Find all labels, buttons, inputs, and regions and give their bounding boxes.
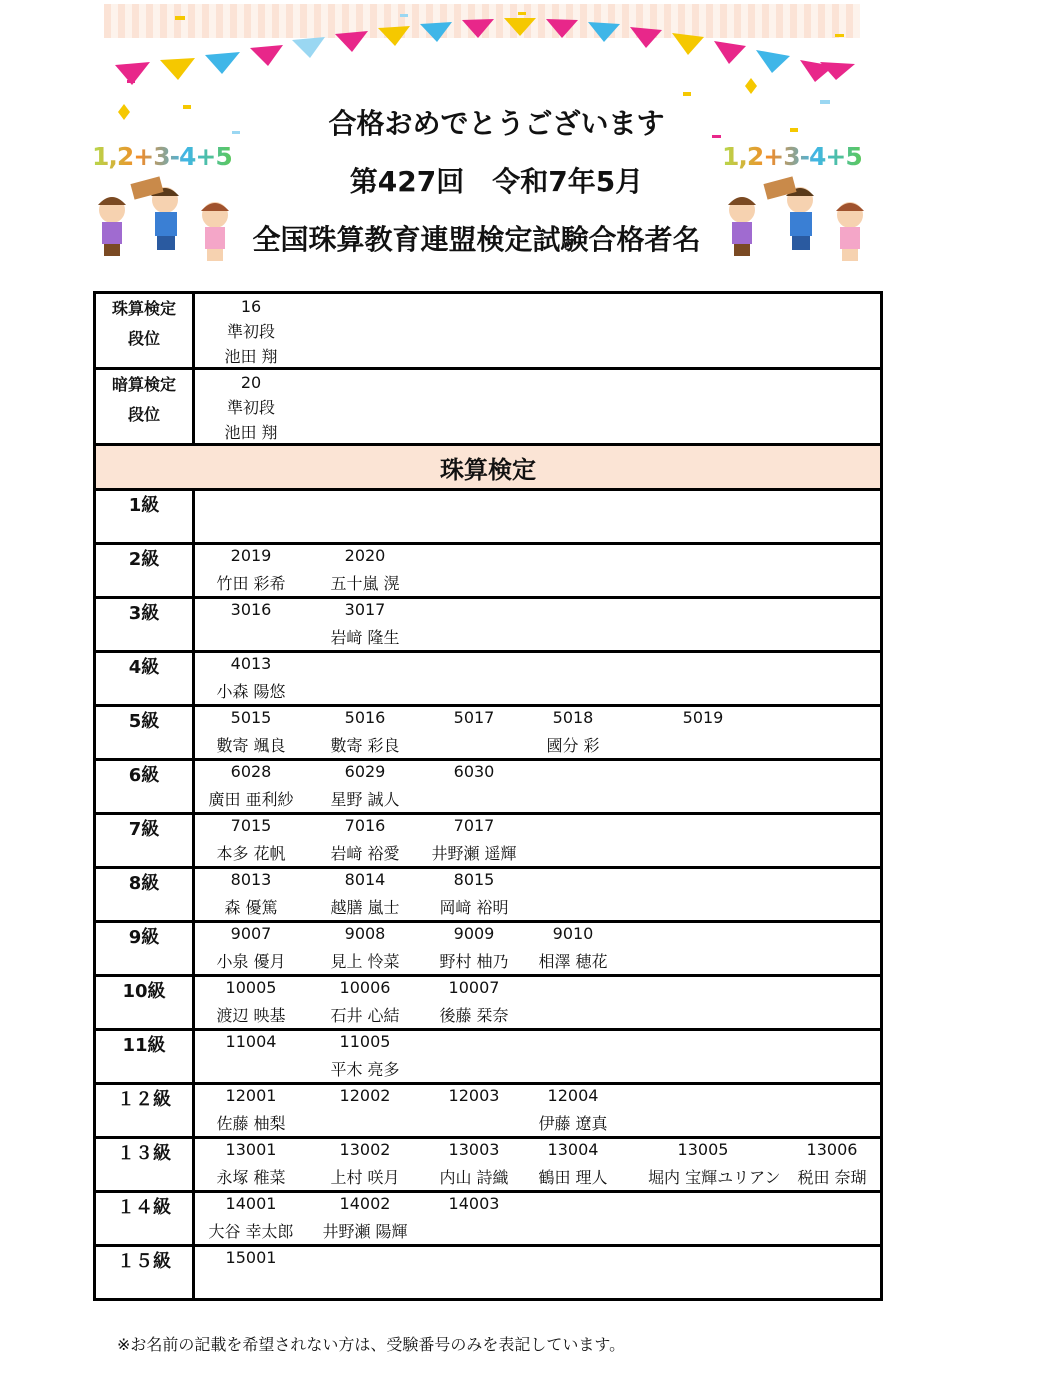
exam-number: 10005 — [225, 978, 277, 997]
passer-entry — [196, 707, 306, 759]
passer-entry — [196, 869, 306, 921]
passer-entry — [419, 815, 529, 867]
passer-name — [419, 733, 529, 759]
section-title: 珠算検定 — [95, 445, 882, 490]
passer-name: 後藤 栞奈 — [439, 1006, 509, 1025]
passer-entry — [648, 707, 758, 759]
passer-name: 井野瀬 遥輝 — [431, 844, 517, 863]
exam-number: 14002 — [339, 1194, 391, 1213]
grade-label: １５級 — [95, 1246, 194, 1300]
passer-entry — [310, 1031, 420, 1083]
exam-number: 3016 — [230, 600, 272, 619]
passer-name: 野村 柚乃 — [439, 952, 509, 971]
exam-number: 2020 — [344, 546, 386, 565]
exam-number: 13004 — [547, 1140, 599, 1159]
passer-entry — [419, 923, 529, 975]
math-numbers-right: 1,2+3-4+5 — [722, 142, 862, 171]
grade-cell — [194, 652, 882, 706]
grade-row — [95, 598, 882, 652]
passer-name — [196, 625, 306, 651]
dan-row-mental — [95, 369, 882, 445]
passer-name: 大谷 幸太郎 — [208, 1222, 294, 1241]
exam-number: 8015 — [453, 870, 495, 889]
grade-row — [95, 922, 882, 976]
passer-entry — [310, 869, 420, 921]
passer-name: 國分 彩 — [546, 736, 600, 755]
grade-cell — [194, 760, 882, 814]
exam-number: 7017 — [453, 816, 495, 835]
exam-number: 13005 — [677, 1140, 729, 1159]
passer-name: 平木 亮多 — [330, 1060, 400, 1079]
exam-number: 13002 — [339, 1140, 391, 1159]
passer-entry — [419, 1139, 529, 1191]
passer-name — [419, 1219, 529, 1245]
exam-number: 10006 — [339, 978, 391, 997]
passer-entry — [196, 599, 306, 651]
footnote: ※お名前の記載を希望されない方は、受験番号のみを表記しています。 — [117, 1335, 626, 1354]
grade-row — [95, 544, 882, 598]
passer-entry — [310, 1085, 420, 1137]
exam-number: 2019 — [230, 546, 272, 565]
grade-cell — [194, 1192, 882, 1246]
exam-number: 11004 — [225, 1032, 277, 1051]
passer-entry — [648, 1139, 781, 1191]
grade-label: １３級 — [95, 1138, 194, 1192]
grade-row — [95, 1246, 882, 1300]
exam-number: 5017 — [453, 708, 495, 727]
exam-number: 15001 — [225, 1248, 277, 1267]
dan-entry — [221, 370, 281, 445]
exam-number: 4013 — [230, 654, 272, 673]
grade-label: 4級 — [95, 652, 194, 706]
grade-cell — [194, 598, 882, 652]
exam-number: 13003 — [448, 1140, 500, 1159]
grade-label: １４級 — [95, 1192, 194, 1246]
passer-name: 内山 詩織 — [439, 1168, 509, 1187]
passer-entry — [419, 761, 529, 813]
grade-cell — [194, 1084, 882, 1138]
grade-label: 2級 — [95, 544, 194, 598]
exam-number: 8013 — [230, 870, 272, 889]
passer-name — [196, 1057, 306, 1083]
dan-label-line2: 段位 — [127, 405, 160, 424]
passer-name: 石井 心結 — [330, 1006, 400, 1025]
grade-label: 10級 — [95, 976, 194, 1030]
passer-entry — [196, 1085, 306, 1137]
passer-name: 廣田 亜利紗 — [208, 790, 294, 809]
passer-entry — [310, 1139, 420, 1191]
dan-label-line2: 段位 — [127, 329, 160, 348]
exam-number: 9009 — [453, 924, 495, 943]
grade-label: 8級 — [95, 868, 194, 922]
passer-name: 相澤 穂花 — [538, 952, 608, 971]
passer-entry — [518, 707, 628, 759]
passer-entry — [310, 599, 420, 651]
exam-number: 5019 — [682, 708, 724, 727]
passer-entry — [196, 815, 306, 867]
exam-number: 5018 — [552, 708, 594, 727]
exam-number: 16 — [240, 297, 262, 316]
passer-name: 數寄 彩良 — [330, 736, 400, 755]
grade-label: 1級 — [95, 490, 194, 544]
exam-number: 6029 — [344, 762, 386, 781]
passer-entry — [310, 707, 420, 759]
exam-number: 9007 — [230, 924, 272, 943]
grade-label: １２級 — [95, 1084, 194, 1138]
passer-name — [310, 1111, 420, 1137]
passer-entry — [419, 1085, 529, 1137]
grade-label: 7級 — [95, 814, 194, 868]
passer-entry — [196, 653, 306, 705]
passer-name: 岩﨑 隆生 — [330, 628, 400, 647]
grade-label: 6級 — [95, 760, 194, 814]
passer-entry — [310, 545, 420, 597]
passer-entry — [518, 1139, 628, 1191]
grade-row — [95, 1192, 882, 1246]
passer-entry — [419, 977, 529, 1029]
grade-cell — [194, 976, 882, 1030]
exam-number: 13006 — [806, 1140, 858, 1159]
passer-name — [419, 1111, 529, 1137]
passer-name: 鶴田 理人 — [538, 1168, 608, 1187]
passer-name: 渡辺 映基 — [216, 1006, 286, 1025]
grade-cell — [194, 1138, 882, 1192]
exam-number: 8014 — [344, 870, 386, 889]
grade-cell — [194, 1030, 882, 1084]
exam-number: 11005 — [339, 1032, 391, 1051]
grade-row — [95, 814, 882, 868]
passer-entry — [310, 815, 420, 867]
dan-label — [95, 293, 194, 369]
grade-row — [95, 490, 882, 544]
grade-row — [95, 868, 882, 922]
grade-row — [95, 706, 882, 760]
exam-number: 6030 — [453, 762, 495, 781]
passer-entry — [196, 977, 306, 1029]
passer-entry — [196, 1031, 306, 1083]
passer-name: 本多 花帆 — [216, 844, 286, 863]
passer-name: 見上 怜菜 — [330, 952, 400, 971]
exam-number: 7016 — [344, 816, 386, 835]
passer-entry — [310, 977, 420, 1029]
passer-entry — [419, 1193, 529, 1245]
grade-row — [95, 1138, 882, 1192]
passer-entry — [196, 545, 306, 597]
grade-cell — [194, 922, 882, 976]
passer-entry — [310, 1193, 420, 1245]
dan-label-line1: 珠算検定 — [111, 299, 176, 318]
grade-row — [95, 1084, 882, 1138]
passer-name: 井野瀬 陽輝 — [322, 1222, 408, 1241]
passer-name: 五十嵐 滉 — [330, 574, 400, 593]
grade-cell — [194, 490, 882, 544]
grade-cell — [194, 544, 882, 598]
dan-rank: 準初段 — [226, 322, 275, 341]
exam-number: 12001 — [225, 1086, 277, 1105]
passer-name: 竹田 彩希 — [216, 574, 286, 593]
passer-name: 岩﨑 裕愛 — [330, 844, 400, 863]
exam-number: 14003 — [448, 1194, 500, 1213]
passer-entry — [777, 1139, 887, 1191]
grade-row — [95, 976, 882, 1030]
grade-label: 11級 — [95, 1030, 194, 1084]
dan-row-soroban — [95, 293, 882, 369]
passer-name: 池田 翔 — [224, 347, 278, 366]
grade-row — [95, 760, 882, 814]
exam-number: 13001 — [225, 1140, 277, 1159]
passer-name — [196, 1273, 306, 1299]
passer-name — [648, 733, 758, 759]
passer-entry — [419, 869, 529, 921]
passer-name: 税田 奈瑚 — [797, 1168, 867, 1187]
passer-name: 佐藤 柚梨 — [216, 1114, 286, 1133]
bunting-flags — [115, 18, 855, 85]
exam-number: 12002 — [339, 1086, 391, 1105]
passer-name: 池田 翔 — [224, 423, 278, 442]
math-numbers-left: 1,2+3-4+5 — [92, 142, 232, 171]
dan-label — [95, 369, 194, 445]
exam-number: 5016 — [344, 708, 386, 727]
congrats-title: 合格おめでとうございます — [328, 107, 665, 140]
passer-entry — [518, 923, 628, 975]
session-title: 第427回 令和7年5月 — [349, 165, 644, 198]
exam-number: 10007 — [448, 978, 500, 997]
passer-entry — [196, 1247, 306, 1299]
passer-entry — [310, 923, 420, 975]
passer-entry — [310, 761, 420, 813]
exam-number: 7015 — [230, 816, 272, 835]
dan-rank: 準初段 — [226, 398, 275, 417]
dan-entry — [221, 294, 281, 369]
passer-entry — [196, 1139, 306, 1191]
dan-label-line1: 暗算検定 — [111, 375, 176, 394]
exam-number: 3017 — [344, 600, 386, 619]
dan-cell — [194, 293, 882, 369]
passer-name: 伊藤 遼真 — [538, 1114, 608, 1133]
exam-number: 5015 — [230, 708, 272, 727]
passer-entry — [518, 1085, 628, 1137]
passer-name: 小森 陽悠 — [216, 682, 286, 701]
grade-row — [95, 1030, 882, 1084]
grade-cell — [194, 706, 882, 760]
grade-cell — [194, 1246, 882, 1300]
passer-name: 堀内 宝輝ユリアン — [648, 1168, 781, 1187]
passer-name: 岡﨑 裕明 — [439, 898, 509, 917]
exam-number: 9010 — [552, 924, 594, 943]
grade-cell — [194, 814, 882, 868]
dan-cell — [194, 369, 882, 445]
passer-name: 永塚 稚菜 — [216, 1168, 286, 1187]
passer-entry — [196, 923, 306, 975]
exam-number: 12004 — [547, 1086, 599, 1105]
exam-number: 9008 — [344, 924, 386, 943]
passer-name: 小泉 優月 — [216, 952, 286, 971]
passer-name: 上村 咲月 — [330, 1168, 400, 1187]
exam-number: 6028 — [230, 762, 272, 781]
exam-number: 20 — [240, 373, 262, 392]
passer-name: 星野 誠人 — [330, 790, 400, 809]
exam-title: 全国珠算教育連盟検定試験合格者名 — [252, 223, 701, 256]
passer-name: 森 優篤 — [224, 898, 278, 917]
grade-label: 9級 — [95, 922, 194, 976]
exam-number: 12003 — [448, 1086, 500, 1105]
grade-cell — [194, 868, 882, 922]
section-header-row — [95, 445, 882, 490]
passer-name: 數寄 颯良 — [216, 736, 286, 755]
exam-number: 14001 — [225, 1194, 277, 1213]
passer-entry — [196, 761, 306, 813]
passer-name — [419, 787, 529, 813]
grade-label: 3級 — [95, 598, 194, 652]
results-table — [93, 291, 883, 1301]
passer-entry — [196, 1193, 306, 1245]
passer-name: 越膳 嵐士 — [330, 898, 400, 917]
grade-row — [95, 652, 882, 706]
passer-entry — [419, 707, 529, 759]
grade-label: 5級 — [95, 706, 194, 760]
